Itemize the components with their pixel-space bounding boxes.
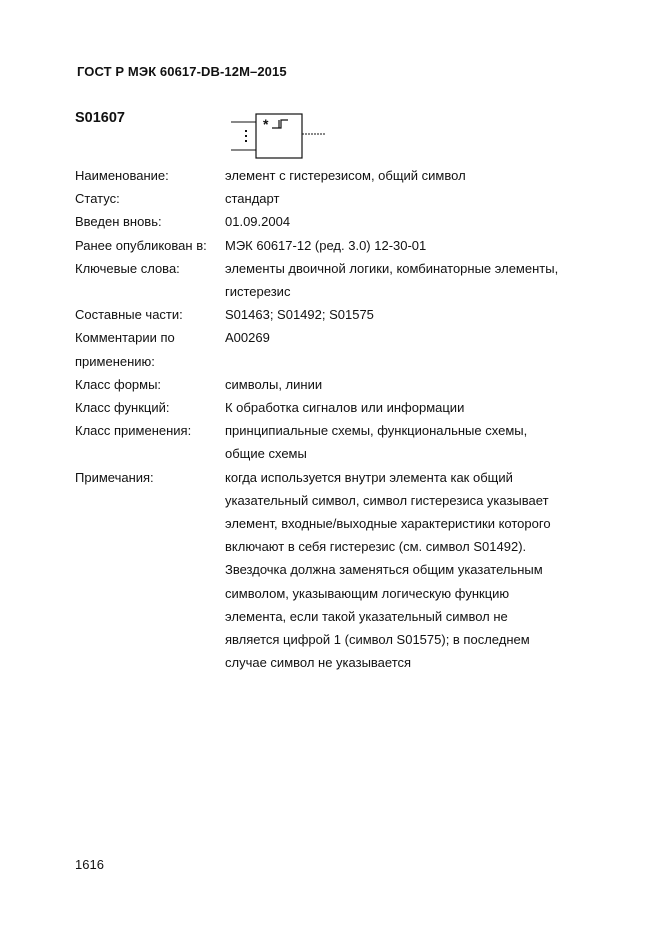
attribute-label-line: Класс формы: xyxy=(75,376,162,392)
attribute-label-line: Класс применения: xyxy=(75,423,192,439)
attribute-value-line: включают в себя гистерезис (см. символ S01492). xyxy=(225,539,527,555)
attribute-value-line: A00269 xyxy=(225,330,270,346)
page-number: 1616 xyxy=(75,857,104,872)
attribute-label-line: Комментарии по xyxy=(75,330,175,346)
attribute-value-line: Звездочка должна заменяться общим указательным xyxy=(225,562,543,578)
attribute-value-line: МЭК 60617-12 (ред. 3.0) 12-30-01 xyxy=(225,237,427,253)
attribute-value-line: К обработка сигналов или информации xyxy=(225,400,465,416)
attribute-label-line: Примечания: xyxy=(75,469,154,485)
attribute-value-line: стандарт xyxy=(225,191,280,207)
attribute-label xyxy=(75,466,225,675)
attribute-value xyxy=(225,210,595,233)
attribute-label-line: применению: xyxy=(75,353,155,369)
attribute-row xyxy=(75,210,595,233)
attribute-value xyxy=(225,234,595,257)
attribute-row xyxy=(75,303,595,326)
attribute-value-line: является цифрой 1 (символ S01575); в последнем xyxy=(225,632,530,648)
attribute-label xyxy=(75,234,225,257)
attribute-label-line: Ключевые слова: xyxy=(75,260,180,276)
attribute-value-line: указательный символ, символ гистерезиса указывает xyxy=(225,492,549,508)
attribute-row xyxy=(75,466,595,675)
attribute-value xyxy=(225,326,595,372)
attribute-label-line: Класс функций: xyxy=(75,400,170,416)
attribute-label xyxy=(75,396,225,419)
attribute-row xyxy=(75,234,595,257)
attribute-label xyxy=(75,303,225,326)
attribute-value xyxy=(225,164,595,187)
hysteresis-icon xyxy=(272,120,288,128)
input-dots xyxy=(245,130,247,142)
attribute-value xyxy=(225,419,595,465)
attribute-value-line: случае символ не указывается xyxy=(225,655,412,671)
attribute-label xyxy=(75,419,225,465)
attribute-label xyxy=(75,164,225,187)
attribute-value-line: 01.09.2004 xyxy=(225,214,291,230)
attribute-value xyxy=(225,187,595,210)
attribute-row xyxy=(75,257,595,303)
attribute-row xyxy=(75,396,595,419)
attribute-value xyxy=(225,257,595,303)
attribute-value-line: общие схемы xyxy=(225,446,307,462)
attribute-label-line: Статус: xyxy=(75,191,120,207)
attribute-row xyxy=(75,164,595,187)
attribute-value-line: гистерезис xyxy=(225,284,291,300)
attribute-label-line: Введен вновь: xyxy=(75,214,162,230)
attribute-list xyxy=(75,164,595,674)
attribute-label xyxy=(75,210,225,233)
attribute-label xyxy=(75,373,225,396)
attribute-label xyxy=(75,187,225,210)
attribute-value xyxy=(225,303,595,326)
attribute-label-line: Составные части: xyxy=(75,307,183,323)
attribute-label xyxy=(75,257,225,303)
attribute-value-line: элементы двоичной логики, комбинаторные элементы, xyxy=(225,260,559,276)
attribute-row xyxy=(75,326,595,372)
attribute-value xyxy=(225,466,595,675)
hysteresis-element-symbol xyxy=(228,110,338,162)
attribute-value xyxy=(225,373,595,396)
attribute-value-line: когда используется внутри элемента как общий xyxy=(225,469,513,485)
attribute-value-line: символы, линии xyxy=(225,376,323,392)
attribute-row xyxy=(75,373,595,396)
attribute-label-line: Ранее опубликован в: xyxy=(75,237,207,253)
attribute-row xyxy=(75,419,595,465)
attribute-value-line: S01463; S01492; S01575 xyxy=(225,307,374,323)
symbol-code: S01607 xyxy=(75,110,125,126)
attribute-label-line: Наименование: xyxy=(75,168,169,183)
qualifier-asterisk: * xyxy=(263,116,269,132)
attribute-value xyxy=(225,396,595,419)
attribute-value-line: символом, указывающим логическую функцию xyxy=(225,585,510,601)
attribute-value-line: элемента, если такой указательный символ не xyxy=(225,608,508,624)
attribute-label xyxy=(75,326,225,372)
attribute-value-line: элемент, входные/выходные характеристики которого xyxy=(225,516,551,532)
attribute-row xyxy=(75,187,595,210)
attribute-value-line: элемент с гистерезисом, общий символ xyxy=(225,168,466,183)
page-header: ГОСТ Р МЭК 60617-DB-12M–2015 xyxy=(77,64,287,79)
attribute-value-line: принципиальные схемы, функциональные схемы, xyxy=(225,423,528,439)
